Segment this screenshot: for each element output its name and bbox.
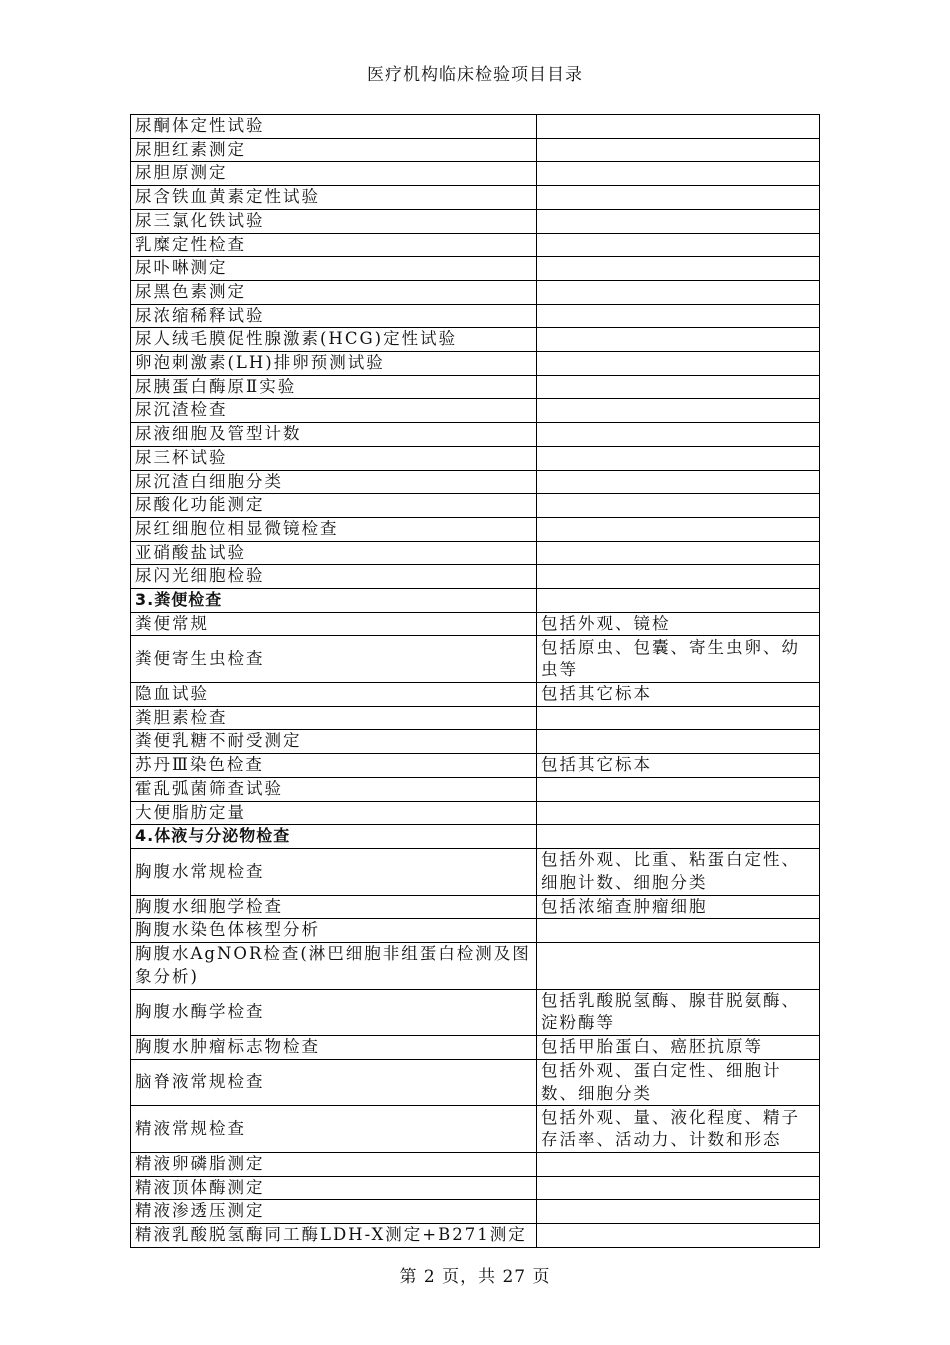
exam-item-name: 尿酸化功能测定 bbox=[131, 494, 537, 518]
exam-item-name: 苏丹Ⅲ染色检查 bbox=[131, 754, 537, 778]
exam-item-note bbox=[537, 919, 820, 943]
exam-item-name: 尿沉渣检查 bbox=[131, 399, 537, 423]
table-row bbox=[131, 138, 820, 162]
table-row bbox=[131, 1106, 820, 1153]
section-header-row bbox=[131, 589, 820, 613]
table-row bbox=[131, 777, 820, 801]
exam-item-name: 精液常规检查 bbox=[131, 1106, 537, 1153]
exam-item-name: 尿酮体定性试验 bbox=[131, 115, 537, 139]
table-row bbox=[131, 328, 820, 352]
table-row bbox=[131, 1176, 820, 1200]
exam-item-note: 包括外观、镜检 bbox=[537, 612, 820, 636]
exam-item-note: 包括外观、比重、粘蛋白定性、细胞计数、细胞分类 bbox=[537, 848, 820, 895]
table-row bbox=[131, 399, 820, 423]
exam-item-note bbox=[537, 777, 820, 801]
table-row bbox=[131, 1224, 820, 1248]
table-row bbox=[131, 1036, 820, 1060]
exam-item-name: 脑脊液常规检查 bbox=[131, 1059, 537, 1106]
table-row bbox=[131, 233, 820, 257]
exam-item-name: 胸腹水常规检查 bbox=[131, 848, 537, 895]
exam-item-name: 尿人绒毛膜促性腺激素(HCG)定性试验 bbox=[131, 328, 537, 352]
table-row bbox=[131, 352, 820, 376]
exam-item-note bbox=[537, 233, 820, 257]
exam-item-name: 胸腹水染色体核型分析 bbox=[131, 919, 537, 943]
exam-item-note bbox=[537, 541, 820, 565]
table-row bbox=[131, 115, 820, 139]
exam-item-name: 乳糜定性检查 bbox=[131, 233, 537, 257]
table-row bbox=[131, 612, 820, 636]
exam-item-note bbox=[537, 589, 820, 613]
table-row bbox=[131, 446, 820, 470]
exam-item-name: 胸腹水细胞学检查 bbox=[131, 895, 537, 919]
exam-item-note bbox=[537, 162, 820, 186]
exam-item-note bbox=[537, 186, 820, 210]
section-title: 3.粪便检查 bbox=[131, 589, 537, 613]
exam-item-name: 尿液细胞及管型计数 bbox=[131, 423, 537, 447]
table-row bbox=[131, 517, 820, 541]
exam-item-note: 包括乳酸脱氢酶、腺苷脱氨酶、淀粉酶等 bbox=[537, 989, 820, 1036]
exam-item-note: 包括其它标本 bbox=[537, 754, 820, 778]
exam-item-name: 尿胰蛋白酶原Ⅱ实验 bbox=[131, 375, 537, 399]
table-row bbox=[131, 895, 820, 919]
table-row bbox=[131, 1200, 820, 1224]
table-row bbox=[131, 801, 820, 825]
exam-item-name: 尿红细胞位相显微镜检查 bbox=[131, 517, 537, 541]
exam-item-note bbox=[537, 1200, 820, 1224]
table-row bbox=[131, 280, 820, 304]
exam-item-note bbox=[537, 470, 820, 494]
exam-item-name: 粪便乳糖不耐受测定 bbox=[131, 730, 537, 754]
table-row bbox=[131, 565, 820, 589]
exam-item-note bbox=[537, 825, 820, 849]
table-row bbox=[131, 942, 820, 989]
exam-item-name: 卵泡刺激素(LH)排卵预测试验 bbox=[131, 352, 537, 376]
exam-item-name: 尿三氯化铁试验 bbox=[131, 209, 537, 233]
exam-item-name: 粪胆素检查 bbox=[131, 706, 537, 730]
exam-item-note bbox=[537, 280, 820, 304]
exam-item-name: 精液乳酸脱氢酶同工酶LDH-X测定+B271测定 bbox=[131, 1224, 537, 1248]
exam-item-name: 隐血试验 bbox=[131, 683, 537, 707]
table-row bbox=[131, 375, 820, 399]
exam-item-name: 粪便常规 bbox=[131, 612, 537, 636]
exam-item-name: 胸腹水肿瘤标志物检查 bbox=[131, 1036, 537, 1060]
exam-item-name: 胸腹水AgNOR检查(淋巴细胞非组蛋白检测及图象分析) bbox=[131, 942, 537, 989]
exam-item-note: 包括外观、量、液化程度、精子存活率、活动力、计数和形态 bbox=[537, 1106, 820, 1153]
exam-item-note bbox=[537, 1153, 820, 1177]
exam-item-note bbox=[537, 446, 820, 470]
exam-item-name: 尿胆红素测定 bbox=[131, 138, 537, 162]
table-row bbox=[131, 209, 820, 233]
exam-item-name: 大便脂肪定量 bbox=[131, 801, 537, 825]
exam-item-note: 包括其它标本 bbox=[537, 683, 820, 707]
exam-item-name: 精液渗透压测定 bbox=[131, 1200, 537, 1224]
exam-item-name: 尿胆原测定 bbox=[131, 162, 537, 186]
page-title: 医疗机构临床检验项目目录 bbox=[367, 65, 583, 85]
exam-item-note bbox=[537, 494, 820, 518]
exam-item-note bbox=[537, 730, 820, 754]
table-row bbox=[131, 683, 820, 707]
exam-item-note bbox=[537, 1176, 820, 1200]
exam-item-name: 精液卵磷脂测定 bbox=[131, 1153, 537, 1177]
exam-item-name: 尿沉渣白细胞分类 bbox=[131, 470, 537, 494]
exam-item-name: 尿三杯试验 bbox=[131, 446, 537, 470]
table-row bbox=[131, 162, 820, 186]
table-row bbox=[131, 636, 820, 683]
exam-item-note bbox=[537, 115, 820, 139]
section-header-row bbox=[131, 825, 820, 849]
exam-item-name: 尿卟啉测定 bbox=[131, 257, 537, 281]
table-row bbox=[131, 541, 820, 565]
section-title: 4.体液与分泌物检查 bbox=[131, 825, 537, 849]
exam-item-name: 胸腹水酶学检查 bbox=[131, 989, 537, 1036]
exam-item-note bbox=[537, 138, 820, 162]
table-row bbox=[131, 1153, 820, 1177]
table-row bbox=[131, 186, 820, 210]
exam-item-note bbox=[537, 517, 820, 541]
exam-catalog-table bbox=[130, 114, 820, 1248]
table-row bbox=[131, 730, 820, 754]
table-row bbox=[131, 494, 820, 518]
exam-item-note: 包括原虫、包囊、寄生虫卵、幼虫等 bbox=[537, 636, 820, 683]
exam-item-note bbox=[537, 352, 820, 376]
exam-item-note bbox=[537, 801, 820, 825]
exam-item-name: 尿黑色素测定 bbox=[131, 280, 537, 304]
exam-item-note bbox=[537, 706, 820, 730]
exam-item-name: 精液顶体酶测定 bbox=[131, 1176, 537, 1200]
table-row bbox=[131, 470, 820, 494]
exam-item-note: 包括浓缩查肿瘤细胞 bbox=[537, 895, 820, 919]
table-row bbox=[131, 423, 820, 447]
exam-item-name: 尿含铁血黄素定性试验 bbox=[131, 186, 537, 210]
exam-item-note bbox=[537, 942, 820, 989]
exam-item-note: 包括甲胎蛋白、癌胚抗原等 bbox=[537, 1036, 820, 1060]
exam-item-note bbox=[537, 423, 820, 447]
table-row bbox=[131, 754, 820, 778]
exam-item-note bbox=[537, 375, 820, 399]
exam-item-note bbox=[537, 328, 820, 352]
exam-item-name: 粪便寄生虫检查 bbox=[131, 636, 537, 683]
exam-item-note bbox=[537, 257, 820, 281]
exam-item-note bbox=[537, 565, 820, 589]
table-row bbox=[131, 1059, 820, 1106]
exam-item-name: 尿浓缩稀释试验 bbox=[131, 304, 537, 328]
page-number: 第 2 页，共 27 页 bbox=[399, 1267, 551, 1287]
exam-item-note: 包括外观、蛋白定性、细胞计数、细胞分类 bbox=[537, 1059, 820, 1106]
exam-item-note bbox=[537, 399, 820, 423]
table-row bbox=[131, 257, 820, 281]
exam-item-note bbox=[537, 209, 820, 233]
table-row bbox=[131, 919, 820, 943]
table-row bbox=[131, 848, 820, 895]
table-body bbox=[131, 115, 820, 1248]
exam-item-name: 霍乱弧菌筛查试验 bbox=[131, 777, 537, 801]
table-row bbox=[131, 989, 820, 1036]
exam-item-note bbox=[537, 304, 820, 328]
exam-item-name: 亚硝酸盐试验 bbox=[131, 541, 537, 565]
exam-item-name: 尿闪光细胞检验 bbox=[131, 565, 537, 589]
table-row bbox=[131, 304, 820, 328]
exam-item-note bbox=[537, 1224, 820, 1248]
table-row bbox=[131, 706, 820, 730]
